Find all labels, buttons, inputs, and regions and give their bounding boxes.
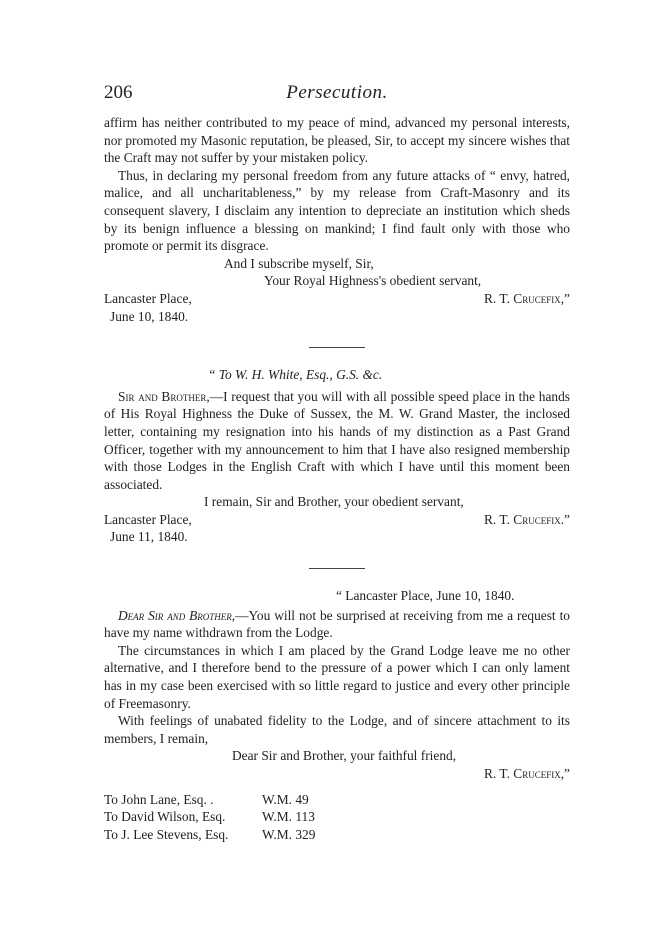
closing-line: Dear Sir and Brother, your faithful friend, <box>232 748 457 764</box>
letter-heading: “ To W. H. White, Esq., G.S. &c. <box>208 367 383 383</box>
page-header <box>104 84 570 106</box>
recipient-row <box>104 808 570 826</box>
letter-to-lodge <box>104 587 570 843</box>
date: June 11, 1840. <box>110 529 188 545</box>
date: June 10, 1840. <box>110 308 189 324</box>
dateline: “ Lancaster Place, June 10, 1840. <box>336 588 515 604</box>
section-divider <box>309 347 365 348</box>
salutation: Sir and Brother, <box>118 388 210 404</box>
paragraph: The circumstances in which I am placed by the Grand Lodge leave me no other alternative, and I therefore bend to the pressure of a power which I can only lament has in my case been exercised with so little regard to justice and every other principle of Freemasonry. <box>104 642 570 711</box>
signature: R. T. Crucefix.” <box>484 511 570 527</box>
place-signature-row <box>104 511 570 529</box>
book-page <box>104 84 570 843</box>
recipient-name: To David Wilson, Esq. <box>104 809 226 825</box>
signature: R. T. Crucefix,” <box>484 766 570 781</box>
recipient-row <box>104 826 570 844</box>
closing-line: And I subscribe myself, Sir, <box>224 255 374 271</box>
signature-row <box>104 765 570 783</box>
recipient-lodge: W.M. 329 <box>262 826 316 842</box>
paragraph <box>104 388 570 494</box>
paragraph: Thus, in declaring my personal freedom from any future attacks of “ envy, hatred, malice, and all uncharitableness,” by my release from Craft-Masonry and its consequent slavery, I disclaim any intention to depreciate an institution which sheds by its benign influence a blessing on mankind; I find fault only with those who promote or permit its disgrace. <box>104 167 570 254</box>
place: Lancaster Place, <box>104 290 192 306</box>
recipient-list <box>104 791 570 844</box>
paragraph-text: —You will not be surprised at receiving from me a request to have my name withdrawn from the Lodge. <box>104 607 570 641</box>
closing-line: I remain, Sir and Brother, your obedient servant, <box>204 494 464 510</box>
paragraph: With feelings of unabated fidelity to the Lodge, and of sincere attachment to its members, I remain, <box>104 713 570 746</box>
signature: R. T. Crucefix,” <box>484 290 570 306</box>
letter-to-white <box>104 366 570 546</box>
salutation: Dear Sir and Brother, <box>118 607 236 623</box>
recipient-name: To John Lane, Esq. . <box>104 791 214 807</box>
section-divider <box>309 568 365 569</box>
page-number: 206 <box>104 82 133 103</box>
closing-line: Your Royal Highness's obedient servant, <box>264 273 482 289</box>
recipient-name: To J. Lee Stevens, Esq. <box>104 826 229 842</box>
recipient-lodge: W.M. 113 <box>262 809 315 825</box>
paragraph <box>104 607 570 642</box>
letter-to-royal-highness <box>104 114 570 325</box>
place-signature-row <box>104 290 570 308</box>
paragraph-text: —I request that you will with all possible speed place in the hands of His Royal Highness the Duke of Sussex, the M. W. Grand Master, the inclosed letter, containing my resignation into his hands of my distinction as a Past Grand Officer, together with my announcement to him that I have also resigned membership with those Lodges in the English Craft with which I have until this moment been associated. <box>104 388 570 492</box>
recipient-lodge: W.M. 49 <box>262 791 309 807</box>
recipient-row <box>104 791 570 809</box>
paragraph: affirm has neither contributed to my peace of mind, advanced my personal interests, nor promoted my Masonic reputation, be pleased, Sir, to accept my sincere wishes that the Craft may not suffer by your mistaken policy. <box>104 115 570 166</box>
running-title: Persecution. <box>286 82 388 103</box>
place: Lancaster Place, <box>104 511 192 527</box>
